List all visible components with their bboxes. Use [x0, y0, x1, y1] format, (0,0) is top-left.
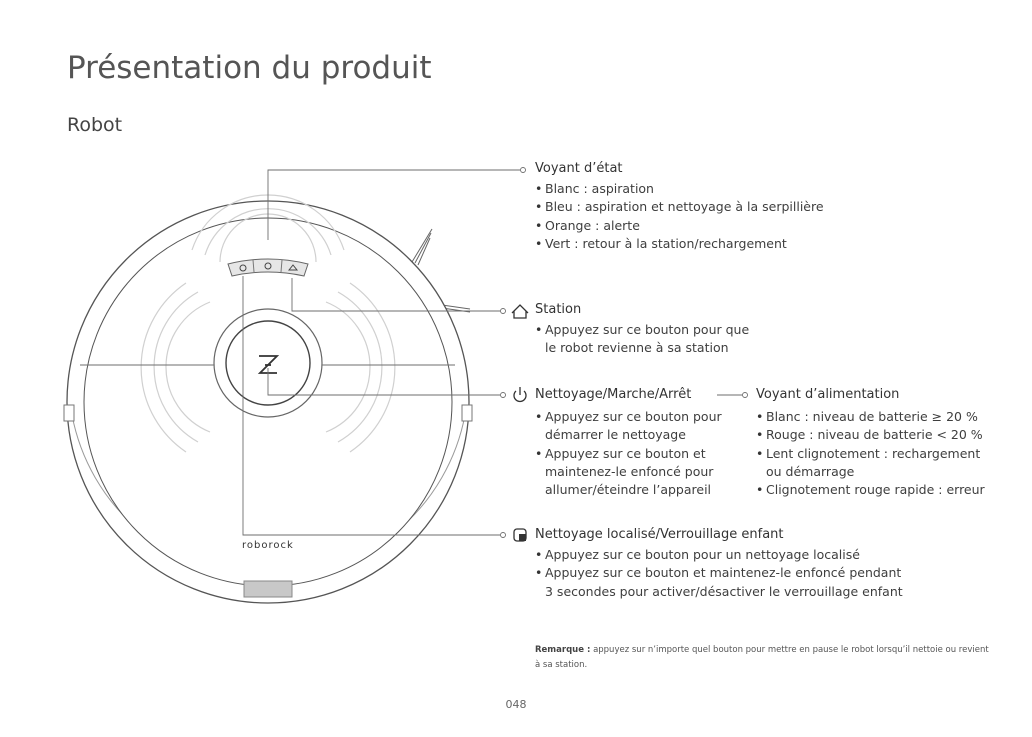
status-light-list: [535, 180, 824, 253]
power-light-list: [756, 408, 985, 499]
front-bumper: [244, 581, 292, 597]
list-item: • Appuyez sur ce bouton pour un nettoyage localisé: [535, 546, 903, 564]
dock-title: Station: [535, 302, 582, 317]
list-item: maintenez-le enfoncé pour: [545, 463, 714, 479]
list-item: • Appuyez sur ce bouton et: [535, 445, 722, 463]
page-number: 048: [505, 698, 527, 711]
spot-clean-icon: [514, 529, 526, 541]
note-text: appuyez sur n’importe quel bouton pour mettre en pause le robot lorsqu’il nettoie ou revient à sa station.: [535, 645, 989, 670]
section-subtitle: Robot: [67, 114, 123, 136]
list-item: • Blanc : niveau de batterie ≥ 20 %: [756, 408, 985, 426]
list-item: le robot revienne à sa station: [545, 340, 729, 356]
list-item: • Appuyez sur ce bouton et maintenez-le enfoncé pendant: [535, 564, 903, 582]
spot-title: Nettoyage localisé/Verrouillage enfant: [535, 527, 784, 542]
list-item: • Bleu : aspiration et nettoyage à la serpillière: [535, 198, 824, 216]
list-item: • Appuyez sur ce bouton pour: [535, 408, 722, 426]
list-item: • Orange : alerte: [535, 217, 824, 235]
list-item: • Rouge : niveau de batterie < 20 %: [756, 426, 985, 444]
list-item: • Vert : retour à la station/rechargement: [535, 235, 824, 253]
list-item: • Lent clignotement : rechargement: [756, 445, 985, 463]
status-light-title: Voyant d’état: [535, 161, 623, 176]
list-item: ou démarrage: [766, 463, 855, 479]
list-item: • Clignotement rouge rapide : erreur: [756, 481, 985, 499]
power-list: [535, 408, 722, 499]
list-item: • Appuyez sur ce bouton pour que: [535, 321, 749, 339]
dock-list: [535, 321, 749, 358]
list-item: 3 secondes pour activer/désactiver le verrouillage enfant: [545, 583, 903, 599]
list-item: allumer/éteindre l’appareil: [545, 482, 712, 498]
note-label: Remarque :: [535, 645, 591, 655]
note: [535, 643, 995, 673]
list-item: • Blanc : aspiration: [535, 180, 824, 198]
list-item: démarrer le nettoyage: [545, 427, 686, 443]
power-icon: [514, 387, 526, 401]
spot-list: [535, 546, 903, 601]
page-title: Présentation du produit: [67, 50, 432, 86]
power-light-title: Voyant d’alimentation: [756, 387, 900, 402]
brand-logo: roborock: [242, 540, 294, 551]
home-icon: [512, 305, 528, 318]
power-title: Nettoyage/Marche/Arrêt: [535, 387, 692, 402]
